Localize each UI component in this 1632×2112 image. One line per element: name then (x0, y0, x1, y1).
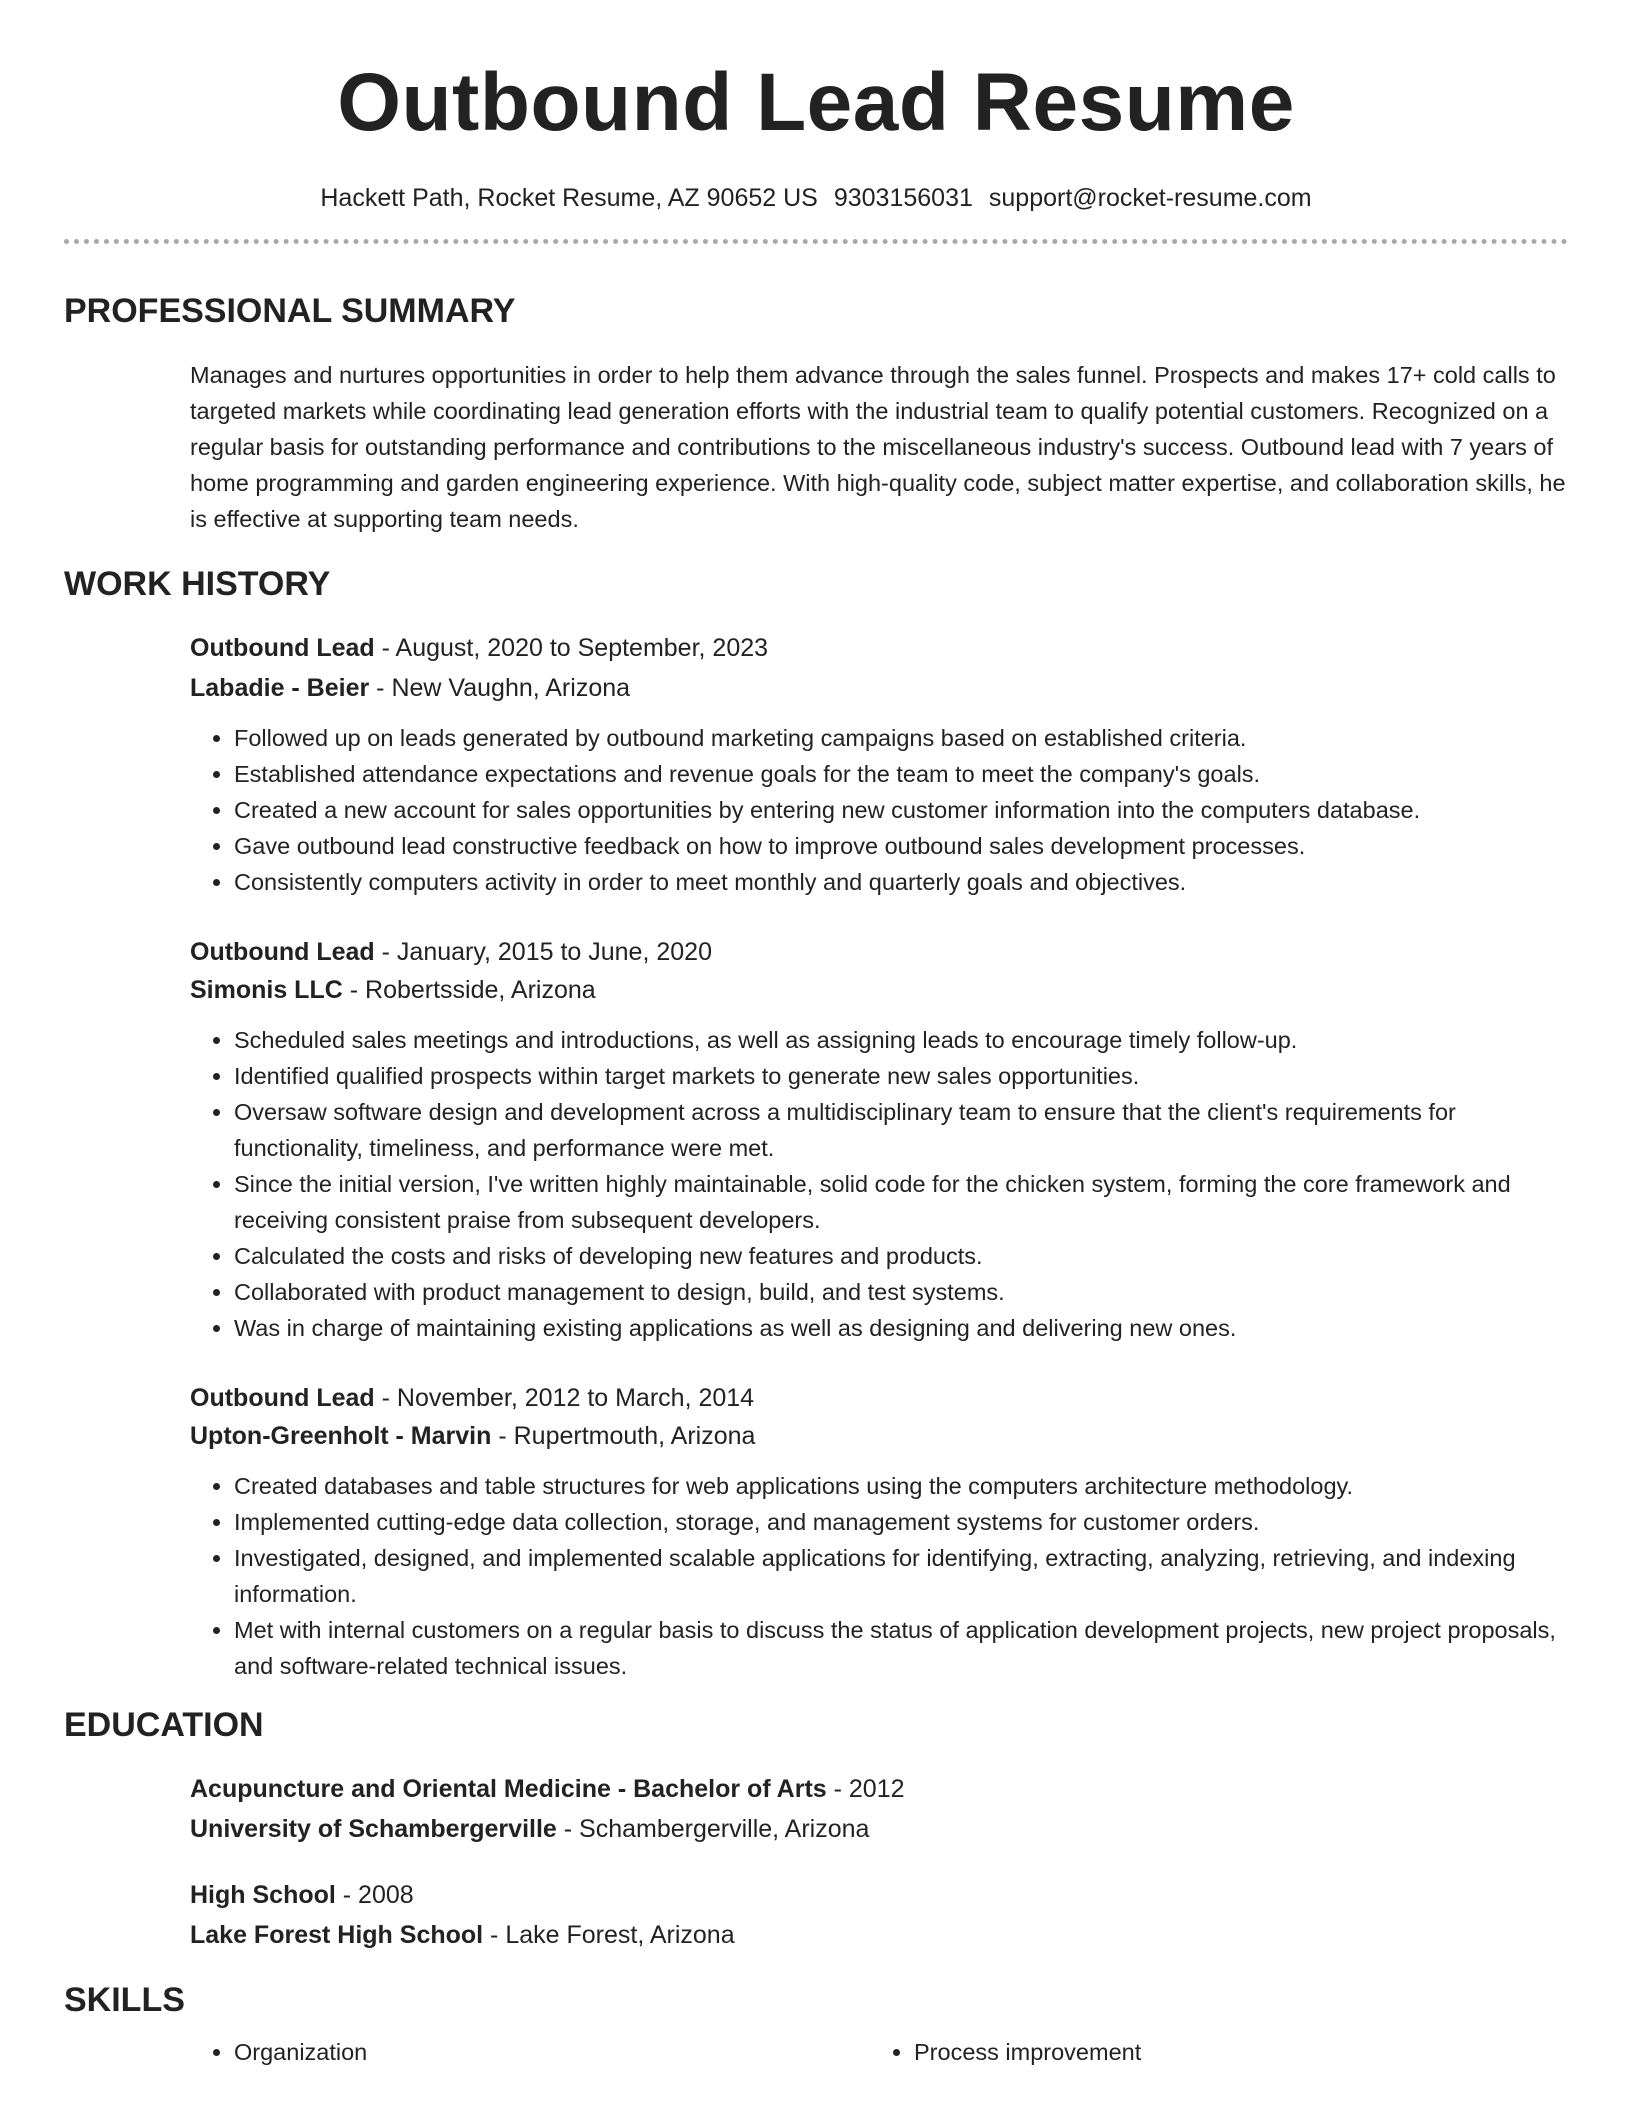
section-title-summary: PROFESSIONAL SUMMARY (64, 292, 516, 330)
list-item: • Followed up on leads generated by outbound marketing campaigns based on established criteria. (234, 720, 1568, 756)
job-entry (190, 630, 1568, 900)
list-item: • Oversaw software design and development across a multidisciplinary team to ensure that the client's requirements for functionality, timeliness, and performance were met. (234, 1094, 1568, 1166)
list-item: • Gave outbound lead constructive feedback on how to improve outbound sales development processes. (234, 828, 1568, 864)
summary-text: Manages and nurtures opportunities in order to help them advance through the sales funnel. Prospects and makes 17+ cold calls to targeted markets while coordinating lead generation efforts with the industrial team to qualify potential customers. Recognized on a regular basis for outstanding performance and contributions to the miscellaneous industry's success. Outbound lead with 7 years of home programming and garden engineering experience. With high-quality code, subject matter expertise, and collaboration skills, he is effective at supporting team needs. (190, 362, 1566, 532)
skills-column-right (870, 2034, 1550, 2070)
job-bullets (190, 1022, 1568, 1346)
education-school: Lake Forest High School (190, 1921, 484, 1949)
education-school-line (190, 1811, 1568, 1847)
job-entry (190, 1380, 1568, 1684)
education-location: - Schambergerville, Arizona (556, 1815, 870, 1843)
job-dates: - November, 2012 to March, 2014 (374, 1384, 755, 1412)
job-bullets (190, 1468, 1568, 1684)
list-item: • Created databases and table structures for web applications using the computers architecture methodology. (234, 1468, 1568, 1504)
education-entry (190, 1877, 1568, 1953)
education-school: University of Schambergerville (190, 1815, 557, 1843)
job-company-line (190, 670, 1568, 706)
job-company: Simonis LLC (190, 976, 343, 1004)
list-item: • Met with internal customers on a regular basis to discuss the status of application development projects, new project proposals, and software-related technical issues. (234, 1612, 1568, 1684)
skill-item: • Process improvement (914, 2034, 1550, 2070)
skills-column-left (190, 2034, 870, 2070)
section-title-education: EDUCATION (64, 1706, 264, 1744)
education-location: - Lake Forest, Arizona (483, 1921, 735, 1949)
job-location: - Robertsside, Arizona (342, 976, 596, 1004)
job-location: - Rupertmouth, Arizona (491, 1422, 756, 1450)
contact-phone: 9303156031 (833, 184, 973, 212)
header-divider (64, 239, 1568, 244)
job-title-line (190, 630, 1568, 666)
job-company: Upton-Greenholt - Marvin (190, 1422, 492, 1450)
education-degree-line (190, 1771, 1568, 1807)
contact-address: Hackett Path, Rocket Resume, AZ 90652 US (320, 184, 818, 212)
job-company: Labadie - Beier (190, 674, 370, 702)
list-item: • Identified qualified prospects within target markets to generate new sales opportunities. (234, 1058, 1568, 1094)
list-item: • Scheduled sales meetings and introductions, as well as assigning leads to encourage timely follow-up. (234, 1022, 1568, 1058)
list-item: • Established attendance expectations and revenue goals for the team to meet the company's goals. (234, 756, 1568, 792)
section-title-work: WORK HISTORY (64, 565, 331, 603)
education-school-line (190, 1917, 1568, 1953)
job-company-line (190, 972, 1568, 1008)
list-item: • Created a new account for sales opportunities by entering new customer information into the computers database. (234, 792, 1568, 828)
contact-line (64, 184, 1568, 213)
list-item: • Calculated the costs and risks of developing new features and products. (234, 1238, 1568, 1274)
job-bullets (190, 720, 1568, 900)
job-title-line (190, 934, 1568, 970)
list-item: • Since the initial version, I've written highly maintainable, solid code for the chicken system, forming the core framework and receiving consistent praise from subsequent developers. (234, 1166, 1568, 1238)
education-degree-line (190, 1877, 1568, 1913)
job-dates: - January, 2015 to June, 2020 (374, 938, 712, 966)
contact-email: support@rocket-resume.com (988, 184, 1312, 212)
skill-item: • Organization (234, 2034, 870, 2070)
job-role: Outbound Lead (190, 938, 375, 966)
resume-title: Outbound Lead Resume (337, 57, 1295, 148)
job-location: - New Vaughn, Arizona (369, 674, 631, 702)
job-role: Outbound Lead (190, 1384, 375, 1412)
job-entry (190, 934, 1568, 1346)
job-company-line (190, 1418, 1568, 1454)
skills-grid (190, 2034, 1568, 2070)
list-item: • Implemented cutting-edge data collection, storage, and management systems for customer orders. (234, 1504, 1568, 1540)
education-entry (190, 1771, 1568, 1847)
job-dates: - August, 2020 to September, 2023 (374, 634, 769, 662)
list-item: • Was in charge of maintaining existing applications as well as designing and delivering new ones. (234, 1310, 1568, 1346)
list-item: • Consistently computers activity in order to meet monthly and quarterly goals and objectives. (234, 864, 1568, 900)
list-item: • Investigated, designed, and implemented scalable applications for identifying, extracting, analyzing, retrieving, and indexing information. (234, 1540, 1568, 1612)
job-title-line (190, 1380, 1568, 1416)
education-year: - 2012 (826, 1775, 905, 1803)
list-item: • Collaborated with product management to design, build, and test systems. (234, 1274, 1568, 1310)
education-year: - 2008 (335, 1881, 414, 1909)
education-degree: High School (190, 1881, 336, 1909)
education-degree: Acupuncture and Oriental Medicine - Bachelor of Arts (190, 1775, 827, 1803)
section-title-skills: SKILLS (64, 1981, 185, 2019)
job-role: Outbound Lead (190, 634, 375, 662)
